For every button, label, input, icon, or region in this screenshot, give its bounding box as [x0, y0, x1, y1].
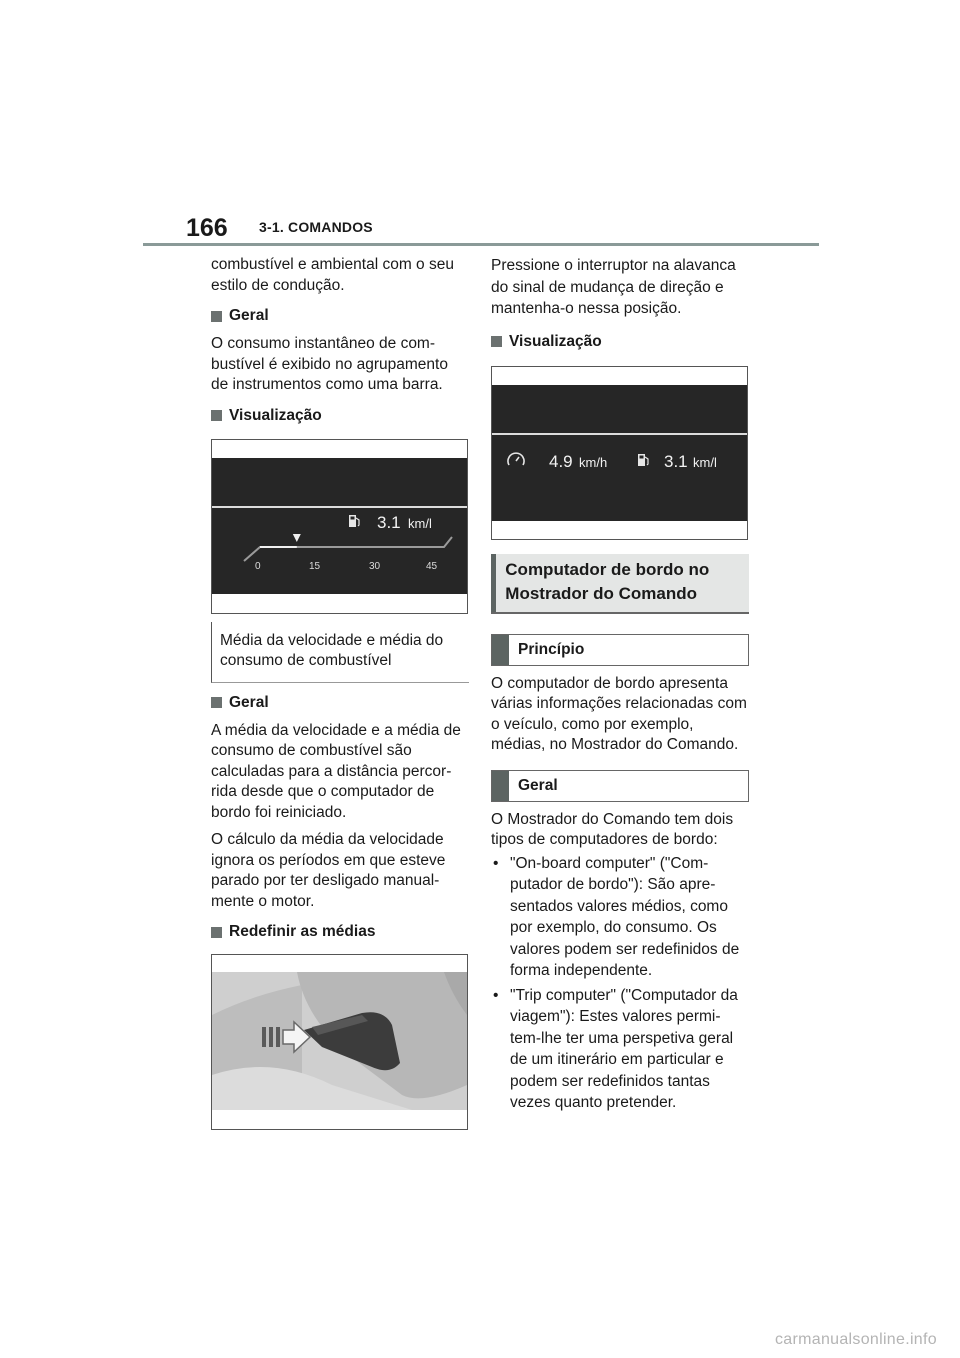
square-bullet-icon [211, 697, 222, 708]
heading-visualizacao: Visualização [491, 332, 749, 352]
watermark: carmanualsonline.info [775, 1331, 937, 1348]
right-column [491, 255, 749, 1117]
paragraph-pressione: Pressione o interruptor na alavanca do sinal de mudança de direção e mantenha-o nessa posição. [491, 257, 736, 317]
consumption-unit: km/l [408, 515, 432, 531]
fuel-unit: km/l [693, 454, 717, 470]
speedometer-icon [508, 453, 524, 465]
display-screen [212, 458, 467, 594]
figure-consumption-bar [211, 439, 468, 614]
gauge-marker [293, 534, 301, 542]
fuel-pump-icon [638, 454, 648, 466]
left-column [211, 255, 469, 1130]
heading-visualizacao: Visualização [211, 406, 469, 426]
gauge-tick-label: 45 [426, 560, 438, 572]
heading-geral-box: Geral [491, 770, 749, 802]
gauge-tick-label: 30 [369, 560, 381, 572]
figure-caption: Média da velocidade e média do consumo de combustível [211, 622, 469, 683]
figure-averages-display [491, 366, 748, 540]
square-bullet-icon [211, 927, 222, 938]
paragraph-principio: O computador de bordo apresenta várias informações relacionadas com o veículo, como por exemplo, médias, no Mostrador do Comando. [491, 674, 747, 753]
paragraph-consumo: O consumo instantâneo de com-bustível é exibido no agrupamento de instrumentos como uma barra. [211, 335, 448, 393]
square-bullet-icon [491, 336, 502, 347]
speed-unit: km/h [579, 454, 608, 470]
page-number: 166 [186, 214, 228, 242]
intro-paragraph: combustível e ambiental com o seu estilo de condução. [211, 256, 454, 294]
averages-readout [492, 385, 747, 521]
computer-types-list [491, 853, 749, 1114]
list-item: • "Trip computer" ("Computador da viagem"): Estes valores permi-tem-lhe ter uma perspetiva geral de um itinerário em particular e podem ser redefinidos tantas vezes quanto pretender. [491, 985, 749, 1114]
fuel-pump-icon [349, 515, 359, 527]
header-rule [143, 243, 819, 246]
list-item: • "On-board computer" ("Com-putador de bordo"): São apre-sentados valores médios, como por exemplo, do consumo. Os valores podem ser redefinidos de forma independente. [491, 853, 749, 982]
fuel-value: 3.1 [664, 451, 688, 471]
consumption-value: 3.1 [377, 512, 401, 532]
gauge-tick-label: 15 [309, 560, 321, 572]
heading-computador-de-bordo: Computador de bordo no Mostrador do Comando [491, 554, 749, 614]
heading-redefinir: Redefinir as médias [211, 922, 469, 942]
square-bullet-icon [211, 311, 222, 322]
display-screen [492, 385, 747, 521]
figure-turn-signal-lever [211, 954, 468, 1130]
square-bullet-icon [211, 410, 222, 421]
heading-principio: Princípio [491, 634, 749, 666]
paragraph-media: A média da velocidade e a média de consumo de combustível são calculadas para a distância percor-rida desde que o computador de bordo foi reiniciado. [211, 721, 461, 821]
paragraph-calculo: O cálculo da média da velocidade ignora os períodos em que esteve parado por ter desligado manual-mente o motor. [211, 831, 446, 910]
paragraph-tipos: O Mostrador do Comando tem dois tipos de computadores de bordo: [491, 810, 734, 848]
gauge-track [244, 537, 452, 561]
heading-geral: Geral [211, 306, 469, 326]
section-title: 3-1. COMANDOS [259, 219, 373, 235]
consumption-gauge [212, 458, 467, 594]
gauge-tick-label: 0 [255, 560, 261, 572]
heading-geral: Geral [211, 693, 469, 713]
lever-illustration [212, 955, 467, 1129]
speed-value: 4.9 [549, 451, 573, 471]
